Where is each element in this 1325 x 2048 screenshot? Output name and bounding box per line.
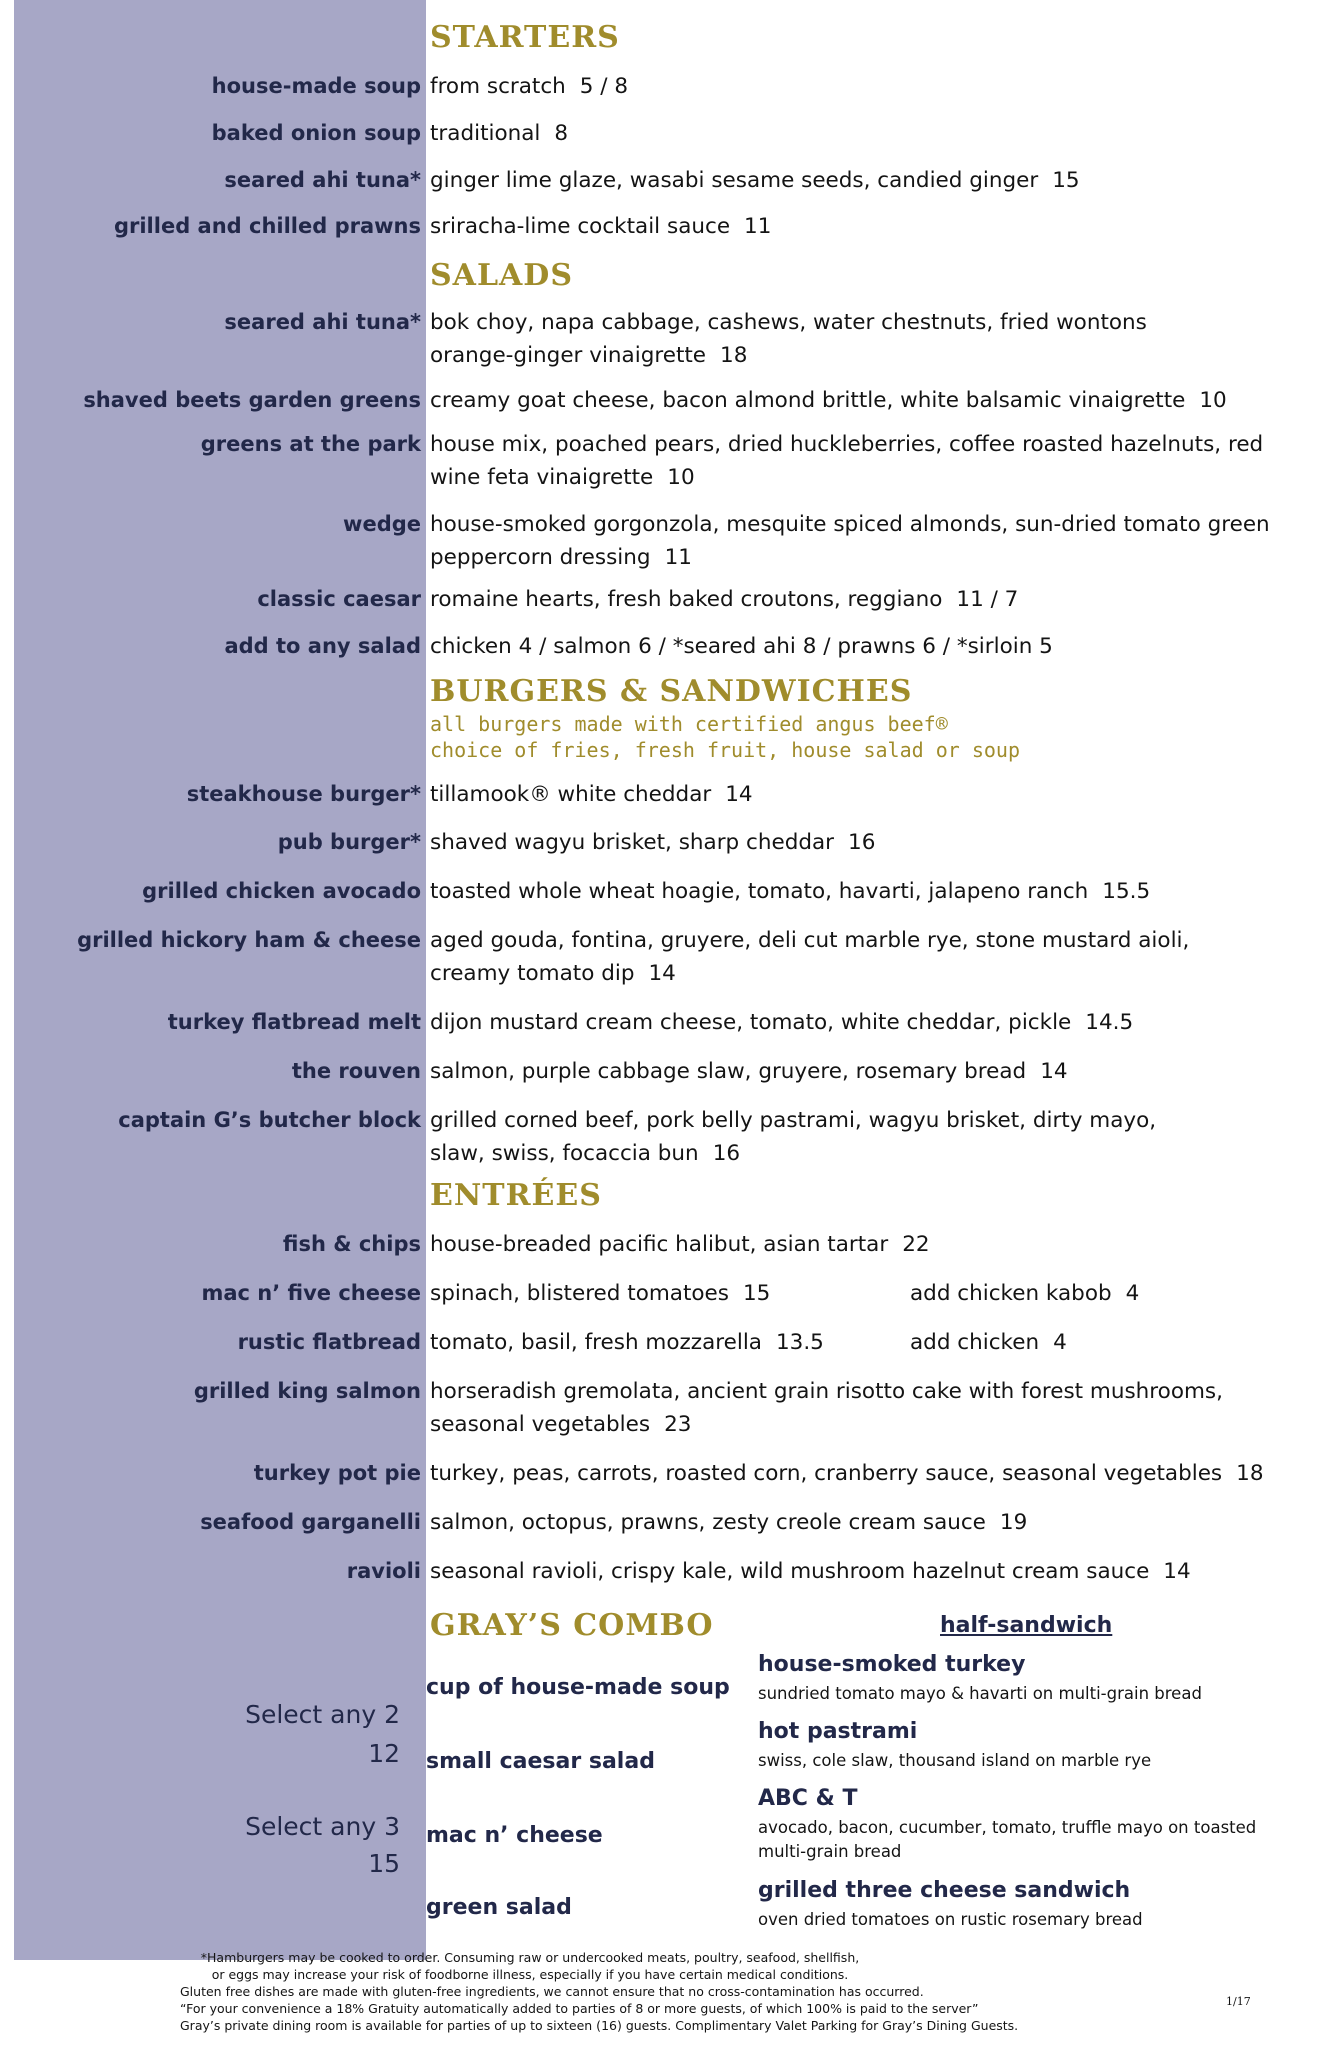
item-price: 10 [1199,388,1227,413]
item-addon: add chicken kabob 4 [910,1281,1140,1306]
sandwich-description: oven dried tomatoes on rustic rosemary bread [758,1910,1143,1929]
item-description: salmon, octopus, prawns, zesty creole cream sauce 19 [430,1510,1028,1535]
item-description: dijon mustard cream cheese, tomato, white cheddar, pickle 14.5 [430,1010,1134,1035]
footnote-line: *Hamburgers may be cooked to order. Consuming raw or undercooked meats, poultry, seafood, shellfish, [200,1950,860,1965]
item-name: wedge [343,512,421,536]
item-description: creamy goat cheese, bacon almond brittle, white balsamic vinaigrette 10 [430,388,1227,413]
item-name: steakhouse burger* [186,782,421,806]
item-description: turkey, peas, carrots, roasted corn, cranberry sauce, seasonal vegetables 18 [430,1461,1264,1486]
burgers-subtitle-line: choice of fries, fresh fruit, house salad or soup [430,738,1021,762]
item-price: 15 [742,1281,771,1306]
item-description: seasonal ravioli, crispy kale, wild mushroom hazelnut cream sauce 14 [430,1559,1191,1584]
menu-sidebar-band [14,0,426,1960]
footnote-line: “For your convenience a 18% Gratuity automatically added to parties of 8 or more guests, of which 100% is paid to the server” [180,2001,979,2016]
section-heading-entrees: ENTRÉES [430,1178,602,1213]
item-name: grilled king salmon [193,1379,421,1403]
addon-price: 4 [1125,1281,1140,1306]
combo-option: mac n’ cheese [426,1823,603,1848]
item-price: 13.5 [775,1330,824,1355]
item-description: bok choy, napa cabbage, cashews, water chestnuts, fried wontons orange-ginger vinaigrette 18 [430,310,1147,368]
item-description: ginger lime glaze, wasabi sesame seeds, candied ginger 15 [430,168,1080,193]
item-name: captain G’s butcher block [118,1108,421,1132]
sandwich-name: grilled three cheese sandwich [758,1878,1131,1903]
burgers-subtitle-line: all burgers made with certified angus beef® [430,712,948,736]
footnote-line: or eggs may increase your risk of foodborne illness, especially if you have certain medical conditions. [211,1967,849,1982]
item-price: 22 [902,1232,930,1257]
item-price: 11 [744,214,772,239]
item-name: grilled hickory ham & cheese [77,928,421,952]
item-name: seared ahi tuna* [224,168,421,192]
item-name: baked onion soup [211,121,421,145]
item-name: grilled and chilled prawns [113,214,421,238]
item-description: house-breaded pacific halibut, asian tartar 22 [430,1232,930,1257]
item-description: chicken 4 / salmon 6 / *seared ahi 8 / prawns 6 / *sirloin 5 [430,634,1053,659]
item-description: house mix, poached pears, dried huckleberries, coffee roasted hazelnuts, red wine feta vinaigrette 10 [430,432,1264,490]
item-description: aged gouda, fontina, gruyere, deli cut marble rye, stone mustard aioli, creamy tomato dip 14 [430,928,1190,986]
item-price: 11 [664,545,692,570]
sandwich-description: avocado, bacon, cucumber, tomato, truffle mayo on toasted multi-grain bread [758,1818,1257,1861]
item-description: sriracha-lime cocktail sauce 11 [430,214,772,239]
item-name: house-made soup [211,74,421,98]
combo-price-two: 12 [368,1739,400,1768]
item-name: seafood garganelli [200,1510,421,1534]
item-description: traditional 8 [430,121,569,146]
combo-option: green salad [426,1895,572,1920]
item-price: 16 [712,1141,741,1166]
item-price: 14 [648,961,676,986]
item-price: 5 / 8 [579,74,629,99]
item-description: tomato, basil, fresh mozzarella 13.5 [430,1330,824,1355]
combo-option: cup of house-made soup [426,1675,730,1700]
item-name: the rouven [291,1059,421,1083]
footnote-line: Gluten free dishes are made with gluten-free ingredients, we cannot ensure that no cross-contamination has occurred. [180,1984,924,1999]
page-number: 1/17 [1226,1995,1251,2008]
item-price: 14 [1040,1059,1068,1084]
item-addon: add chicken 4 [910,1330,1067,1355]
sandwich-description: sundried tomato mayo & havarti on multi-grain bread [758,1684,1202,1703]
item-price: 10 [667,465,695,490]
item-price: 16 [848,830,876,855]
footnote-line: Gray’s private dining room is available for parties of up to sixteen (16) guests. Complimentary Valet Parking for Gray’s Dining Guests. [180,2018,1019,2033]
item-name: shaved beets garden greens [83,388,421,412]
section-heading-burgers: BURGERS & SANDWICHES [430,674,913,709]
item-price: 14.5 [1085,1010,1134,1035]
item-name: seared ahi tuna* [224,310,421,334]
item-description: from scratch 5 / 8 [430,74,629,99]
item-name: grilled chicken avocado [142,879,421,903]
item-name: ravioli [346,1559,421,1583]
item-price: 15 [1052,168,1080,193]
item-price: 14 [725,782,753,807]
combo-option: small caesar salad [426,1749,655,1774]
item-price: 19 [999,1510,1028,1535]
item-price: 15.5 [1102,879,1151,904]
item-price: 18 [720,343,748,368]
item-name: add to any salad [224,634,421,658]
combo-select-three: Select any 3 [245,1812,400,1841]
section-heading-starters: STARTERS [430,20,620,55]
item-description: tillamook® white cheddar 14 [430,782,753,807]
item-name: greens at the park [200,432,421,456]
item-description: shaved wagyu brisket, sharp cheddar 16 [430,830,876,855]
item-name: fish & chips [282,1232,421,1256]
sandwich-name: house-smoked turkey [758,1652,1026,1677]
item-description: toasted whole wheat hoagie, tomato, havarti, jalapeno ranch 15.5 [430,879,1151,904]
item-name: classic caesar [257,587,421,611]
item-description: spinach, blistered tomatoes 15 [430,1281,771,1306]
item-price: 23 [664,1412,692,1437]
item-price: 18 [1236,1461,1264,1486]
section-heading-combo: GRAY’S COMBO [430,1608,714,1643]
item-name: turkey flatbread melt [167,1010,421,1034]
item-description: salmon, purple cabbage slaw, gruyere, rosemary bread 14 [430,1059,1068,1084]
item-name: mac n’ five cheese [201,1281,421,1305]
sandwich-name: hot pastrami [758,1719,918,1744]
item-description: romaine hearts, fresh baked croutons, reggiano 11 / 7 [430,587,1019,612]
item-description: house-smoked gorgonzola, mesquite spiced almonds, sun-dried tomato green peppercorn dressing 11 [430,512,1270,570]
section-heading-salads: SALADS [430,258,573,293]
sandwich-description: swiss, cole slaw, thousand island on marble rye [758,1751,1152,1770]
item-name: pub burger* [277,830,421,854]
addon-price: 4 [1053,1330,1067,1355]
item-description: horseradish gremolata, ancient grain risotto cake with forest mushrooms, seasonal vegetables 23 [430,1379,1223,1437]
item-description: grilled corned beef, pork belly pastrami, wagyu brisket, dirty mayo, slaw, swiss, focaccia bun 16 [430,1108,1157,1166]
combo-price-three: 15 [368,1849,400,1878]
item-price: 8 [554,121,569,146]
item-price: 11 / 7 [956,587,1019,612]
combo-select-two: Select any 2 [245,1700,400,1729]
half-sandwich-heading: half-sandwich [940,1613,1113,1638]
item-name: rustic flatbread [237,1330,421,1354]
item-name: turkey pot pie [253,1461,421,1485]
item-price: 14 [1163,1559,1191,1584]
sandwich-name: ABC & T [758,1786,858,1811]
footnotes [180,1949,1019,2034]
